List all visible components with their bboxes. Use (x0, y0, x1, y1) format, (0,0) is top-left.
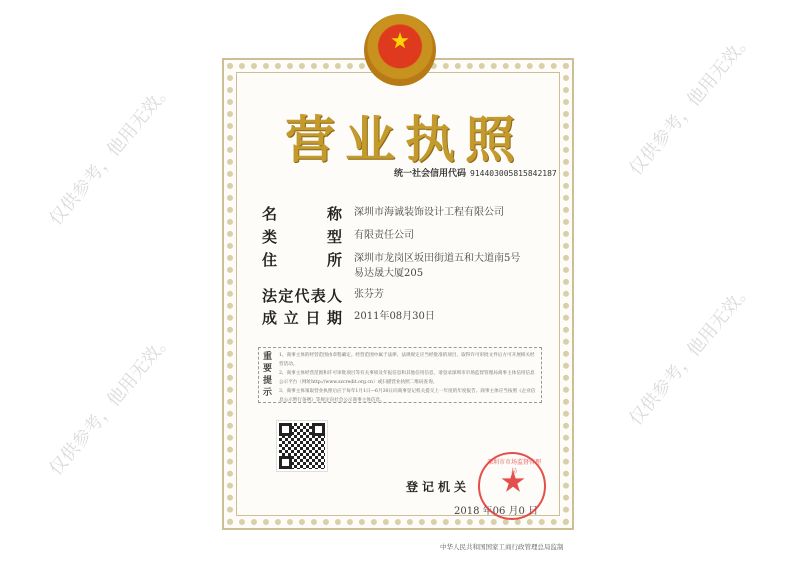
official-seal (478, 452, 546, 520)
field-value-legal-rep: 张芬芳 (354, 289, 384, 300)
field-label-legal-rep: 法 定 代 表 人 (262, 287, 342, 305)
watermark: 仅供参考，他用无效。 (625, 28, 758, 180)
field-label-established: 成 立 日 期 (262, 309, 342, 327)
watermark: 仅供参考，他用无效。 (45, 78, 178, 230)
important-notice (258, 347, 542, 403)
notice-item: 1、商事主体的经营范围由章程确定。经营范围中属于法律、法规规定应当经批准的项目，取得许可审批文件后方可开展相关经营活动。 (279, 353, 535, 367)
field-value-name: 深圳市海诚装饰设计工程有限公司 (354, 207, 504, 218)
registration-authority: 登记机关 (406, 480, 471, 494)
field-label-address: 住 所 (262, 251, 342, 269)
seal-text: 深圳市市场监督管理局 (486, 459, 541, 475)
field-value-established: 2011年08月30日 (354, 311, 435, 322)
title-char: 照 (465, 111, 515, 169)
watermark: 仅供参考，他用无效。 (45, 328, 178, 480)
notice-item: 2、商事主体经营范围和许可审批项目等有关事项及年报信息和其他信用信息，请登录深圳市市场监督管理局商事主体信用信息公示平台（网址http://www.szcredit.org.cn）或扫描营业执照二维码查询。 (279, 371, 535, 385)
credit-code (394, 166, 557, 179)
field-label-type: 类 型 (262, 228, 342, 246)
page-title (285, 100, 515, 172)
qr-code[interactable] (277, 421, 327, 471)
watermark: 仅供参考，他用无效。 (625, 278, 758, 430)
issue-date: 2018 年06 月0 日 (454, 506, 539, 517)
notice-heading: 重要提示 (263, 352, 273, 398)
title-char: 业 (345, 111, 395, 169)
credit-code-label: 统一社会信用代码 (394, 169, 467, 179)
footer-supervision: 中华人民共和国国家工商行政管理总局监制 (440, 543, 564, 551)
star-icon (391, 32, 409, 50)
title-char: 执 (405, 111, 455, 169)
credit-code-value: 914403005815842187 (470, 169, 557, 178)
national-emblem (364, 14, 436, 86)
title-char: 营 (285, 111, 335, 169)
field-value-address: 深圳市龙岗区坂田街道五和大道南5号易达晟大厦205 (354, 253, 521, 279)
field-label-name: 名 称 (262, 205, 342, 223)
field-value-type: 有限责任公司 (354, 230, 414, 241)
notice-item: 3、商事主体领取营业执照后应于每年1月1日—6月30日向商事登记机关提交上一年度的年度报告。商事主体应当按照《企业信息公示暂行条例》等规定向社会公示商事主体信息。 (279, 389, 536, 403)
